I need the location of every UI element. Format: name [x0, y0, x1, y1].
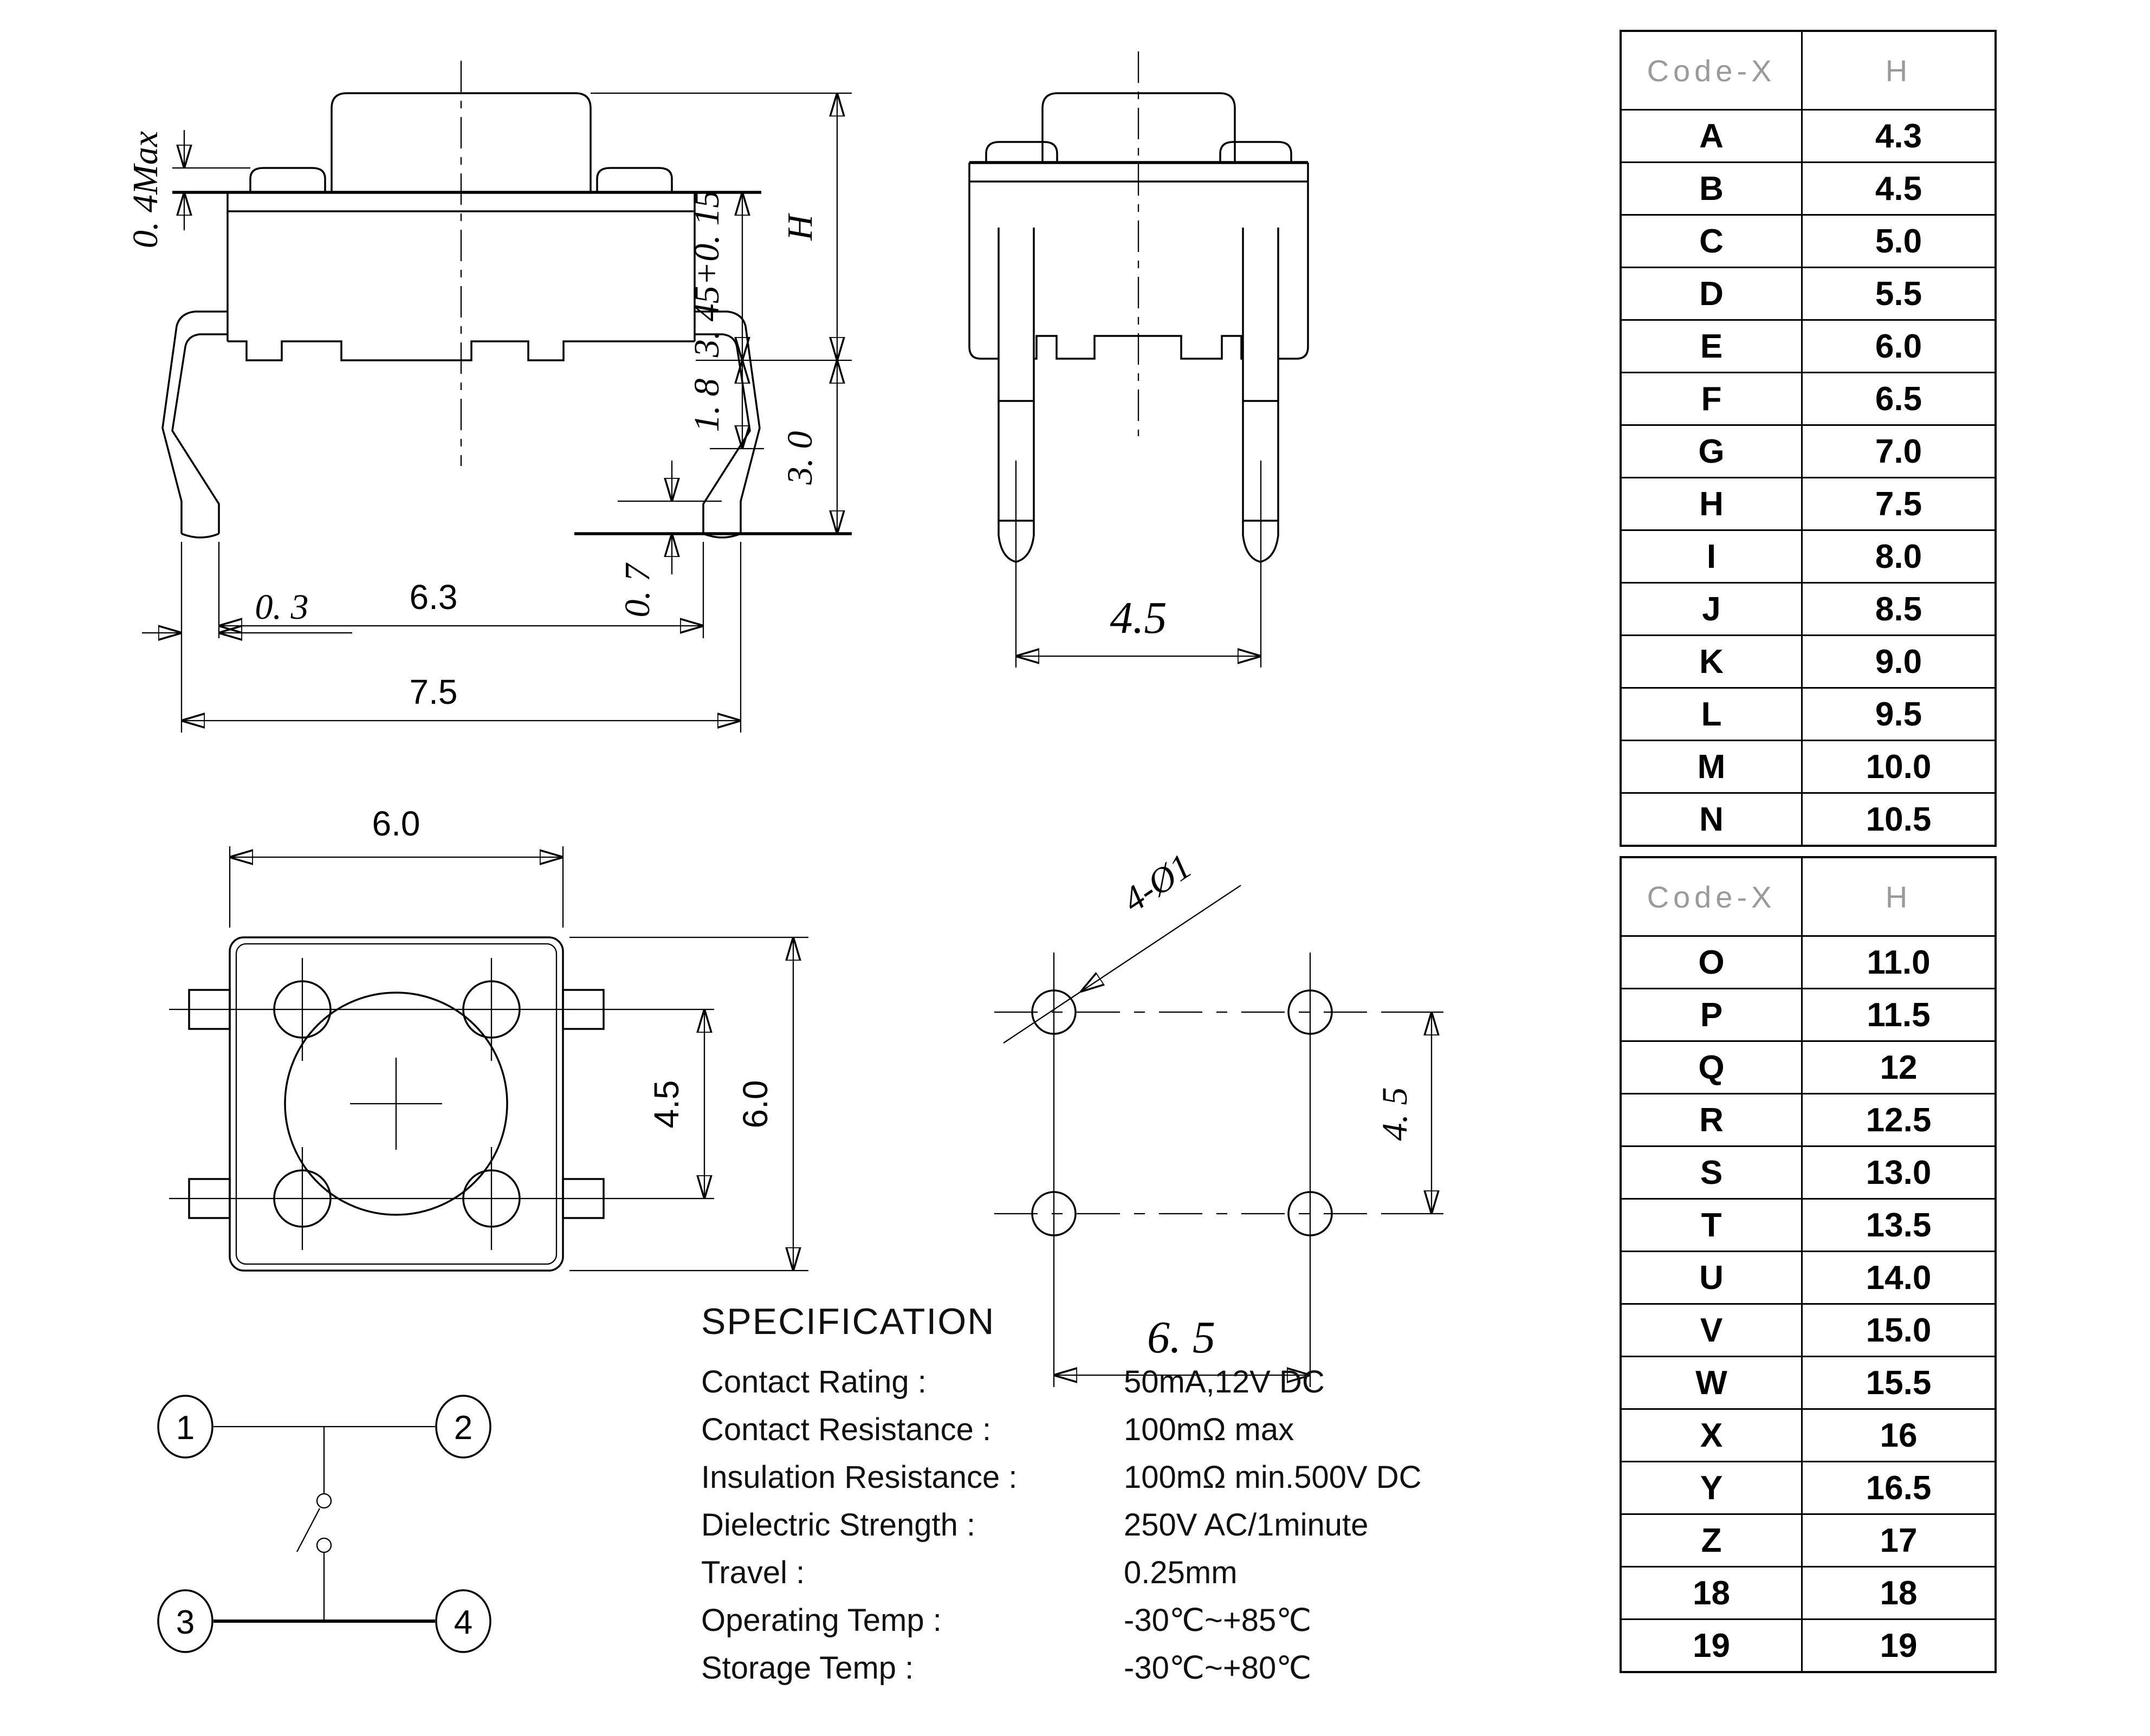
height-cell: 14.0: [1866, 1259, 1932, 1297]
code-cell: 18: [1622, 1567, 1803, 1618]
table1-header-code: Code-X: [1622, 32, 1803, 109]
specification-block: [701, 1300, 1546, 1692]
dim-foot-width: 0. 3: [255, 587, 309, 627]
table2-header-h: H: [1885, 879, 1912, 914]
code-cell: P: [1622, 989, 1803, 1040]
top-view: [169, 804, 808, 1271]
code-cell: J: [1622, 584, 1803, 634]
height-cell: 10.0: [1866, 748, 1932, 786]
spec-value: 0.25mm: [1124, 1554, 1238, 1590]
spec-value: 100mΩ min.500V DC: [1124, 1459, 1422, 1495]
dim-bend-height: 1. 8: [687, 378, 727, 432]
code-cell: W: [1622, 1357, 1803, 1408]
height-cell: 8.0: [1875, 537, 1922, 575]
code-cell: K: [1622, 636, 1803, 687]
code-cell: B: [1622, 163, 1803, 214]
spec-row-contact-resistance: [701, 1405, 1546, 1453]
dim-pin-pitch: 4.5: [1110, 593, 1167, 643]
height-cell: 9.0: [1875, 643, 1922, 681]
side-view: [126, 61, 852, 733]
table-row: [1622, 1461, 1994, 1513]
height-cell: 8.5: [1875, 590, 1922, 628]
dim-body-width: 6.0: [372, 804, 420, 843]
spec-label: Operating Temp :: [701, 1602, 942, 1638]
height-cell: 12.5: [1866, 1101, 1932, 1139]
code-cell: L: [1622, 689, 1803, 740]
dim-leg-length: 3. 0: [780, 431, 820, 485]
code-cell: U: [1622, 1252, 1803, 1303]
height-cell: 6.0: [1875, 327, 1922, 365]
table-row: [1622, 1408, 1994, 1461]
height-cell: 13.5: [1866, 1206, 1932, 1244]
height-cell: 11.0: [1867, 943, 1931, 981]
dim-hole-pitch-v: 4. 5: [1375, 1087, 1415, 1141]
dim-total-height: H: [780, 215, 820, 241]
table-row: [1622, 792, 1994, 845]
table-row: [1622, 424, 1994, 477]
height-cell: 15.0: [1866, 1311, 1932, 1349]
table-row: [1622, 1303, 1994, 1356]
code-cell: H: [1622, 478, 1803, 529]
height-cell: 7.5: [1875, 485, 1922, 523]
height-cell: 15.5: [1866, 1364, 1932, 1402]
spec-value: 250V AC/1minute: [1124, 1507, 1369, 1543]
pin-2-label: 2: [454, 1409, 473, 1447]
height-code-table-1: [1620, 30, 1997, 847]
table-row: [1622, 1251, 1994, 1303]
pin-1-label: 1: [176, 1409, 195, 1447]
dim-feet-span: 6.3: [409, 578, 458, 617]
table-row: [1622, 634, 1994, 687]
table-row: [1622, 267, 1994, 319]
dim-hole-pitch-top: 4.5: [647, 1080, 686, 1129]
height-cell: 16: [1880, 1416, 1918, 1454]
spec-row-travel: [701, 1549, 1546, 1596]
contact-upper: [317, 1494, 331, 1508]
spec-label: Contact Rating :: [701, 1364, 927, 1400]
height-cell: 6.5: [1875, 380, 1922, 418]
spec-label: Storage Temp :: [701, 1650, 914, 1686]
table-row: [1622, 109, 1994, 161]
table-row: [1622, 319, 1994, 372]
code-cell: E: [1622, 321, 1803, 372]
dim-body-height: 3. 45+0. 15: [687, 190, 727, 358]
height-cell: 4.5: [1875, 170, 1922, 208]
code-cell: F: [1622, 373, 1803, 424]
table-row: [1622, 582, 1994, 634]
spec-row-dielectric-strength: [701, 1501, 1546, 1549]
table-row: [1622, 1513, 1994, 1566]
code-cell: I: [1622, 531, 1803, 582]
circuit-schematic: [158, 1396, 490, 1652]
code-cell: R: [1622, 1094, 1803, 1145]
code-cell: D: [1622, 268, 1803, 319]
spec-row-storage-temp: [701, 1644, 1546, 1692]
height-cell: 16.5: [1866, 1469, 1932, 1507]
pin-3-label: 3: [176, 1604, 195, 1641]
height-cell: 12: [1880, 1048, 1918, 1086]
height-cell: 17: [1880, 1521, 1918, 1559]
height-cell: 11.5: [1867, 996, 1931, 1034]
code-cell: X: [1622, 1410, 1803, 1461]
spec-value: -30℃~+80℃: [1124, 1650, 1312, 1686]
table-header-row: [1622, 858, 1994, 935]
table-row: [1622, 935, 1994, 988]
table-row: [1622, 1566, 1994, 1618]
spec-label: Dielectric Strength :: [701, 1507, 976, 1543]
code-cell: O: [1622, 937, 1803, 988]
table-row: [1622, 372, 1994, 424]
code-cell: V: [1622, 1305, 1803, 1356]
contact-lower: [317, 1538, 331, 1552]
front-view: [969, 51, 1308, 668]
table-row: [1622, 1356, 1994, 1408]
height-code-table-2: [1620, 856, 1997, 1673]
height-cell: 9.5: [1875, 695, 1922, 733]
spec-value: -30℃~+85℃: [1124, 1603, 1312, 1638]
table-row: [1622, 687, 1994, 740]
height-cell: 10.5: [1866, 800, 1932, 838]
table-row: [1622, 740, 1994, 792]
table-row: [1622, 529, 1994, 582]
table-row: [1622, 1093, 1994, 1145]
spec-row-operating-temp: [701, 1596, 1546, 1644]
code-cell: Q: [1622, 1042, 1803, 1093]
table-row: [1622, 1040, 1994, 1093]
spec-label: Contact Resistance :: [701, 1411, 992, 1447]
code-cell: S: [1622, 1147, 1803, 1198]
table-row: [1622, 1145, 1994, 1198]
spec-row-insulation-resistance: [701, 1453, 1546, 1501]
table-header-row: [1622, 32, 1994, 109]
height-cell: 5.0: [1875, 222, 1922, 260]
dim-hole-callout: 4-Ø1: [1116, 846, 1199, 921]
table-row: [1622, 477, 1994, 529]
table-row: [1622, 214, 1994, 267]
code-cell: A: [1622, 111, 1803, 161]
height-cell: 18: [1880, 1574, 1918, 1612]
table-row: [1622, 1618, 1994, 1671]
table-row: [1622, 988, 1994, 1040]
switch-lever: [297, 1508, 320, 1552]
code-cell: N: [1622, 794, 1803, 845]
pin-4-label: 4: [454, 1604, 473, 1641]
code-cell: G: [1622, 426, 1803, 477]
code-cell: 19: [1622, 1620, 1803, 1671]
table1-header-h: H: [1885, 53, 1912, 88]
code-cell: C: [1622, 216, 1803, 267]
height-cell: 5.5: [1875, 275, 1922, 313]
table-row: [1622, 161, 1994, 214]
dim-body-depth: 6.0: [736, 1080, 775, 1129]
height-cell: 19: [1880, 1627, 1918, 1664]
code-cell: Y: [1622, 1462, 1803, 1513]
specification-title: SPECIFICATION: [701, 1301, 995, 1342]
table-row: [1622, 1198, 1994, 1251]
height-cell: 7.0: [1875, 432, 1922, 470]
code-cell: T: [1622, 1200, 1803, 1251]
code-cell: Z: [1622, 1515, 1803, 1566]
spec-label: Travel :: [701, 1554, 805, 1590]
dim-bump-height: 0. 4Max: [126, 131, 165, 249]
dim-overall-width: 7.5: [409, 672, 458, 711]
table2-header-code: Code-X: [1622, 858, 1803, 935]
code-cell: M: [1622, 741, 1803, 792]
spec-value: 100mΩ max: [1124, 1411, 1294, 1447]
height-cell: 4.3: [1875, 117, 1922, 155]
dim-foot-height: 0. 7: [618, 563, 657, 618]
height-cell: 13.0: [1866, 1154, 1932, 1191]
spec-row-contact-rating: [701, 1358, 1546, 1405]
spec-value: 50mA,12V DC: [1124, 1364, 1325, 1400]
spec-label: Insulation Resistance :: [701, 1459, 1018, 1495]
dim-hole-pitch-h: 6. 5: [1147, 1312, 1215, 1363]
